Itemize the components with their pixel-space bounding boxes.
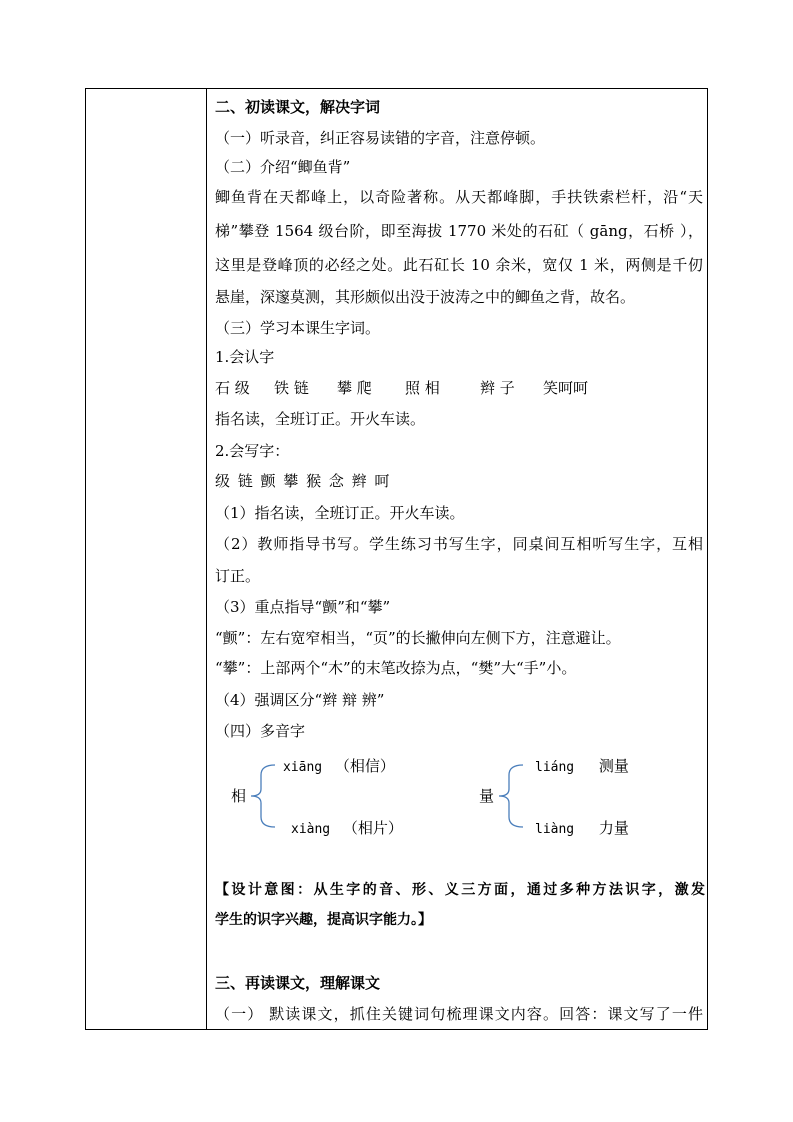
write-step2-line: （2）教师指导书写。学生练习书写生字，同桌间互相听写生字，互相 <box>215 535 703 553</box>
brace-icon <box>495 761 525 831</box>
pinyin: xiāng <box>283 760 323 775</box>
write-step4: （4）强调区分“辫 辩 辨” <box>215 691 385 709</box>
example-word: （相信） <box>334 757 395 775</box>
paragraph-line: 这里是登峰顶的必经之处。此石矼长 10 余米，宽仅 1 米，两侧是千仞 <box>215 256 703 274</box>
recognize-word: 铁 链 <box>274 379 309 397</box>
section2-step2: （二）介绍“鲫鱼背” <box>215 158 351 176</box>
write-chars: 级 链 颤 攀 猴 念 辫 呵 <box>215 472 390 490</box>
recognize-word: 石 级 <box>215 379 250 397</box>
content-column <box>207 89 707 1029</box>
brace-icon <box>247 761 277 831</box>
lesson-plan-table <box>85 88 708 1030</box>
paragraph-line: 梯”攀登 1564 级台阶，即至海拔 1770 米处的石矼（ gāng，石桥 ）， <box>215 222 703 240</box>
recognize-note: 指名读，全班订正。开火车读。 <box>215 410 426 428</box>
paragraph-line: 悬崖，深邃莫测，其形颇似出没于波涛之中的鲫鱼之背，故名。 <box>215 288 636 306</box>
example-word: 力量 <box>598 819 629 837</box>
section2-heading: 二、初读课文，解决字词 <box>215 98 381 116</box>
polyphone-char: 量 <box>479 787 495 805</box>
recognize-title: 1.会认字 <box>215 348 275 366</box>
pinyin: xiàng <box>291 822 331 837</box>
polyphone-reading <box>535 818 629 840</box>
recognize-word: 辫 子 <box>480 379 515 397</box>
recognize-word: 攀 爬 <box>337 379 372 397</box>
write-step2-line: 订正。 <box>215 567 261 585</box>
design-intent-line: 【设计意图：从生字的音、形、义三方面，通过多种方法识字，激发 <box>215 882 705 898</box>
section2-step3: （三）学习本课生字词。 <box>215 319 381 337</box>
polyphone-reading <box>535 756 629 778</box>
section2-step1: （一）听录音，纠正容易读错的字音，注意停顿。 <box>215 129 546 147</box>
polyphone-reading <box>283 756 395 778</box>
recognize-word: 笑呵呵 <box>543 379 589 397</box>
write-step3a: “颤”：左右宽窄相当，“页”的长撇伸向左侧下方，注意避让。 <box>215 629 621 647</box>
section3-step1: （一） 默读课文，抓住关键词句梳理课文内容。回答：课文写了一件 <box>215 1005 703 1023</box>
section3-heading: 三、再读课文，理解课文 <box>215 974 381 992</box>
polyphone-reading <box>291 818 403 840</box>
left-label-column <box>86 89 207 1029</box>
write-step3: （3）重点指导“颤”和“攀” <box>215 598 391 616</box>
example-word: 测量 <box>598 757 629 775</box>
write-step3b: “攀”：上部两个“木”的末笔改捺为点，“樊”大“手”小。 <box>215 659 577 677</box>
paragraph-line: 鲫鱼背在天都峰上，以奇险著称。从天都峰脚，手扶铁索栏杆，沿“天 <box>215 188 703 206</box>
section2-step4: （四）多音字 <box>215 722 306 740</box>
write-step1: （1）指名读，全班订正。开火车读。 <box>215 504 465 522</box>
pinyin: liàng <box>535 822 575 837</box>
example-word: （相片） <box>342 819 403 837</box>
write-title: 2.会写字： <box>215 442 290 460</box>
recognize-word: 照 相 <box>405 379 440 397</box>
polyphone-char: 相 <box>231 787 247 805</box>
pinyin: liáng <box>535 760 575 775</box>
design-intent-line: 学生的识字兴趣，提高识字能力。】 <box>215 912 432 928</box>
design-intent <box>215 875 705 935</box>
